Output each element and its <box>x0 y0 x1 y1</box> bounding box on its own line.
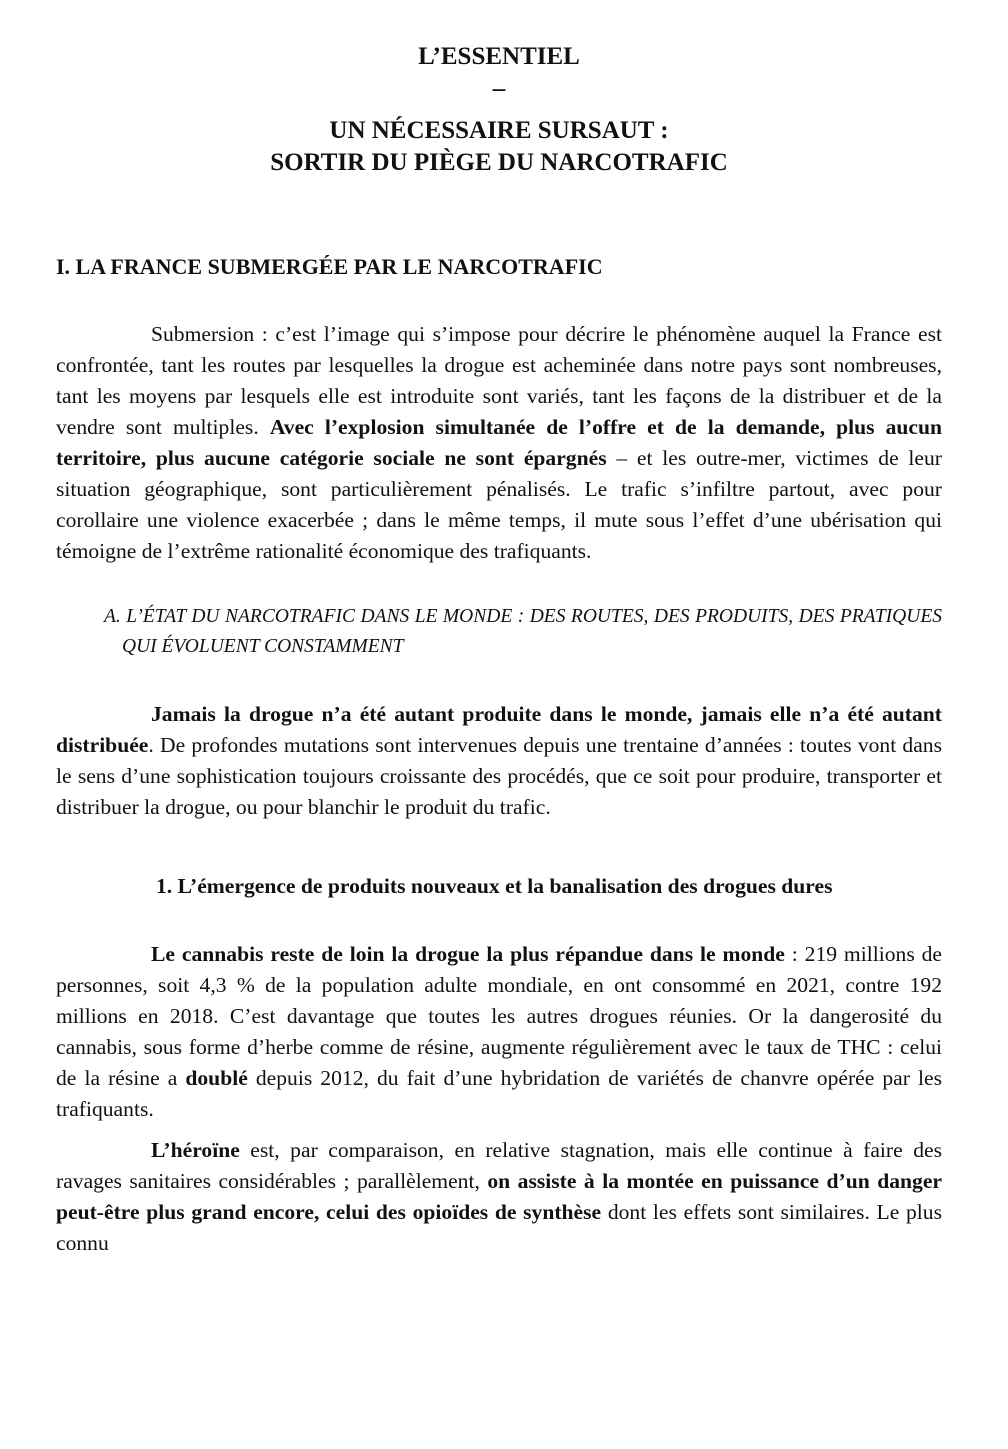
section-heading: I. LA FRANCE SUBMERGÉE PAR LE NARCOTRAFIC <box>56 254 603 279</box>
bold-run: doublé <box>185 1066 248 1090</box>
bold-run: Avec l’explosion simultanée de l’offre et de la demande, plus aucun territoire, plus aucune catégorie sociale ne sont épargnés <box>56 415 942 470</box>
title-line-1: UN NÉCESSAIRE SURSAUT : <box>329 117 669 144</box>
bold-run: Jamais la drogue n’a été autant produite dans le monde, jamais elle n’a été autant distribuée <box>56 702 942 757</box>
text-run: – et les outre-mer, victimes de leur situation géographique, sont particulièrement pénalisés. Le trafic s’infiltre partout, avec pour corollaire une violence exacerbée ; dans le même temps, il mute sous l’effet d’une ubérisation qui témoigne de l’extrême rationalité économique des trafiquants. <box>56 446 942 563</box>
bold-run: Le cannabis reste de loin la drogue la plus répandue dans le monde <box>151 942 785 966</box>
paragraph-heroin <box>56 1135 942 1259</box>
title-dash: – <box>492 75 506 102</box>
title-top: L’ESSENTIEL <box>418 43 580 70</box>
bold-run: L’héroïne <box>151 1138 240 1162</box>
text-run: . De profondes mutations sont intervenues depuis une trentaine d’années : toutes vont dans le sens d’une sophistication toujours croissante des procédés, que ce soit pour produire, transporter et distribuer la drogue, ou pour blanchir le produit du trafic. <box>56 733 942 819</box>
text-run: Submersion : c’est l’image qui s’impose pour décrire le phénomène auquel la France est confrontée, tant les routes par lesquelles la drogue est acheminée dans notre pays sont nombreuses, tant les moyens par lesquels elle est introduite sont variés, tant les façons de la distribuer et de la vendre sont multiples. <box>56 322 942 439</box>
text-run: : 219 millions de personnes, soit 4,3 % de la population adulte mondiale, en ont consommé en 2021, contre 192 millions en 2018. C’est davantage que toutes les autres drogues réunies. Or la dangerosité du cannabis, sous forme d’herbe comme de résine, augmente régulièrement avec le taux de THC : celui de la résine a <box>56 942 942 1090</box>
subsection-heading-a: A. L’ÉTAT DU NARCOTRAFIC DANS LE MONDE : DES ROUTES, DES PRODUITS, DES PRATIQUES QUI ÉVOLUENT CONSTAMMENT <box>104 606 942 657</box>
text-run: depuis 2012, du fait d’une hybridation de variétés de chanvre opérée par les trafiquants. <box>56 1066 943 1121</box>
paragraph-cannabis <box>56 939 942 1125</box>
bold-run: on assiste à la montée en puissance d’un danger peut-être plus grand encore, celui des opioïdes de synthèse <box>56 1169 942 1224</box>
paragraph-drug-production <box>56 699 942 823</box>
text-run: est, par comparaison, en relative stagnation, mais elle continue à faire des ravages sanitaires considérables ; parallèlement, <box>56 1138 942 1193</box>
title-line-2: SORTIR DU PIÈGE DU NARCOTRAFIC <box>270 149 728 176</box>
paragraph-submersion <box>56 319 942 567</box>
document-page <box>56 0 942 1259</box>
subsection-heading-1: 1. L’émergence de produits nouveaux et la banalisation des drogues dures <box>156 874 833 898</box>
document-title <box>56 0 942 179</box>
text-run: dont les effets sont similaires. Le plus connu <box>56 1200 942 1255</box>
